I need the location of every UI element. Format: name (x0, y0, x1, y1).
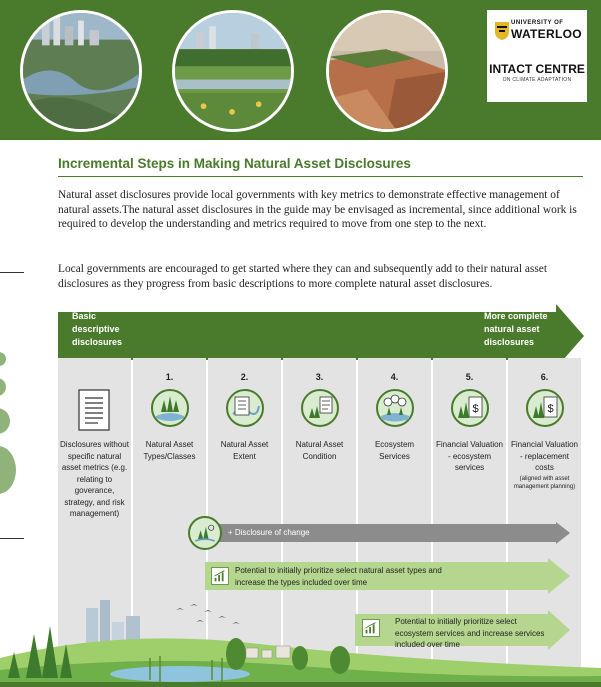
svg-text:$: $ (547, 403, 554, 415)
university-label: UNIVERSITY OF (511, 20, 564, 26)
intact-centre-label: INTACT CENTRE (489, 62, 585, 76)
step-number: 6. (540, 372, 549, 382)
valuation-icon (450, 388, 490, 428)
step-number: 5. (465, 372, 474, 382)
growth-chart-icon (211, 567, 229, 585)
prioritize-ecosystem-services-text: Potential to initially prioritize select ecosystem services and increase services included over time (395, 617, 545, 649)
bottom-bar (0, 682, 601, 687)
river-valley-photo (20, 10, 142, 132)
edge-dot (0, 352, 6, 366)
waterloo-crest-icon (495, 22, 509, 40)
title-rule (58, 176, 583, 177)
svg-text:$: $ (472, 403, 479, 415)
step-number: 1. (165, 372, 174, 382)
edge-dot (0, 408, 10, 434)
map-list-icon (225, 388, 265, 428)
step-number: 4. (390, 372, 399, 382)
waterloo-label: WATERLOO (511, 27, 582, 41)
basic-disclosures-label: Basic descriptive disclosures (72, 311, 123, 347)
step-label: Natural Asset Condition (295, 440, 344, 461)
step-label: Financial Valuation - ecosystem services (435, 440, 503, 472)
landscape-illustration (0, 598, 601, 687)
disclosure-of-change-text: + Disclosure of change (228, 528, 310, 537)
prioritize-asset-types-text: Potential to initially prioritize select natural asset types and increase the types included over time (235, 566, 442, 587)
step-label-with-note (508, 439, 581, 491)
change-icon (188, 516, 222, 550)
step-label: Natural Asset Extent (220, 440, 269, 461)
logo-box (487, 10, 587, 102)
step-number: 3. (315, 372, 324, 382)
edge-dot (0, 378, 6, 396)
step-label: Disclosures without specific natural asset metrics (e.g. relating to goverance, strategy, and risk management) (60, 440, 129, 518)
step-note: (aligned with asset management planning) (513, 475, 576, 490)
intro-paragraph: Natural asset disclosures provide local governments with key metrics to demonstrate effective management of natural assets.The natural asset disclosures in the guide may be envisaged as incremental, since additional work is required to develop the understanding and metrics required to move from one step to the next. (58, 189, 577, 231)
condition-icon (300, 388, 340, 428)
step-label: Financial Valuation - replacement costs (510, 440, 578, 472)
complete-disclosures-label: More complete natural asset disclosures (484, 311, 548, 347)
ecosystem-icon (375, 388, 415, 428)
trees-icon (150, 388, 190, 428)
page-title: Incremental Steps in Making Natural Asset Disclosures (58, 156, 411, 171)
document-icon (76, 388, 112, 432)
edge-rule-top (0, 272, 24, 273)
climate-adaptation-label: ON CLIMATE ADAPTATION (502, 77, 572, 83)
coastal-bluff-photo (326, 10, 448, 132)
step-number: 2. (240, 372, 249, 382)
header-band (0, 0, 601, 140)
step-label: Ecosystem Services (374, 440, 415, 461)
step-label: Natural Asset Types/Classes (143, 440, 196, 461)
encouragement-paragraph: Local governments are encouraged to get started where they can and subsequently add to their natural asset disclosures as they progress from basic descriptions to more complete natural asset disclosures. (58, 263, 547, 290)
edge-rule-bottom (0, 538, 24, 539)
edge-dot (0, 446, 16, 494)
valuation-icon (525, 388, 565, 428)
wetland-photo (172, 10, 294, 132)
